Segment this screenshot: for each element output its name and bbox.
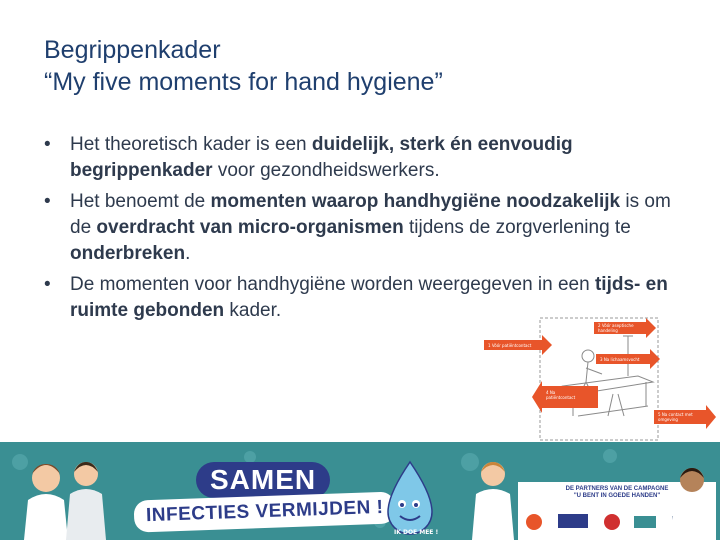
bullet-bold-text: tijds- en ruimte gebonden xyxy=(70,274,668,321)
svg-text:omgeving: omgeving xyxy=(658,417,678,422)
svg-text:patiëntcontact: patiëntcontact xyxy=(546,395,576,400)
bullet-list xyxy=(44,132,694,329)
bullet-text: Het benoemt de xyxy=(70,191,211,212)
title-line-2: “My five moments for hand hygiene” xyxy=(44,68,443,96)
nurse-character xyxy=(8,450,118,540)
logo-samen: SAMEN xyxy=(196,462,330,498)
nurse-character xyxy=(468,456,518,540)
five-moments-diagram xyxy=(478,316,720,442)
svg-text:5 Na contact met: 5 Na contact met xyxy=(658,412,693,417)
bullet-text: kader. xyxy=(224,300,282,321)
nurse-character xyxy=(664,462,720,540)
campaign-logo xyxy=(134,462,384,540)
bullet-bold-text: overdracht van micro-organismen xyxy=(96,217,404,238)
campaign-banner xyxy=(0,442,720,540)
svg-text:3 Na lichaamsvocht: 3 Na lichaamsvocht xyxy=(600,357,640,362)
partners-title: DE PARTNERS VAN DE CAMPAGNE "U BENT IN GOEDE HANDEN" xyxy=(565,486,669,499)
slide-title xyxy=(44,34,684,98)
bullet-text: Het theoretisch kader is een xyxy=(70,134,312,155)
svg-text:2 Vóór aseptische: 2 Vóór aseptische xyxy=(598,323,634,328)
bullet-text: tijdens de zorgverlening te xyxy=(403,217,631,238)
bullet-text: . xyxy=(185,243,191,264)
bullet-text: De momenten voor handhygiëne worden weergegeven in een xyxy=(70,274,595,295)
bullet-bold-text: momenten waarop handhygiëne noodzakelijk xyxy=(210,191,621,212)
bullet-text: voor gezondheidswerkers. xyxy=(212,160,440,181)
water-drop-mascot-icon xyxy=(380,460,440,540)
svg-text:1 Vóór patiëntcontact: 1 Vóór patiëntcontact xyxy=(488,343,532,348)
bullet-bold-text: onderbreken xyxy=(70,243,186,264)
logo-infecties: INFECTIES VERMIJDEN ! xyxy=(134,491,396,532)
svg-text:4 Na: 4 Na xyxy=(546,390,556,395)
bullet-text: is om de xyxy=(70,191,671,238)
bullet-item xyxy=(44,189,694,267)
bullet-item xyxy=(44,132,694,184)
svg-text:IK DOE MEE !: IK DOE MEE ! xyxy=(394,529,439,536)
title-line-1: Begrippenkader xyxy=(44,36,221,64)
bullet-bold-text: duidelijk, sterk én eenvoudig begrippenkader xyxy=(70,134,573,181)
svg-text:handeling: handeling xyxy=(598,328,618,333)
